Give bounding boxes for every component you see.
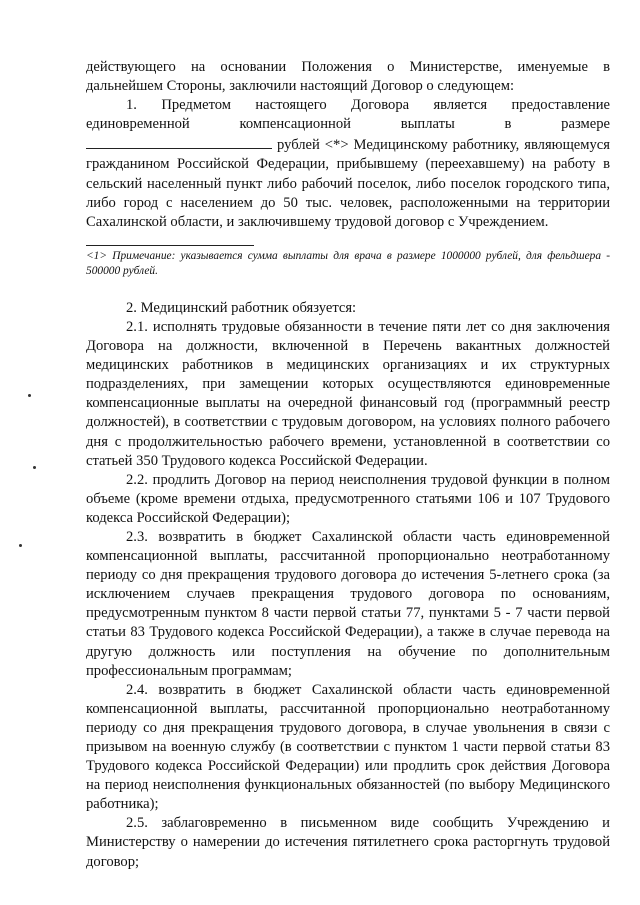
clause-1-lead: 1. Предметом настоящего Договора является предоставление единовременной компенсационной выплаты в размере [86, 97, 610, 133]
clause-2-4: 2.4. возвратить в бюджет Сахалинской области часть единовременной компенсационной выплаты, рассчитанной пропорционально неотработанному периоду со дня прекращения трудового договора, в случае увольнения в связи с призывом на военную службу (в соответствии с пунктом 1 части первой статьи 83 Трудового кодекса Российской Федерации) или продлить срок действия Договора на период неисполнения функциональных обязанностей (по выбору Медицинского работника); [86, 681, 610, 813]
clause-2-1: 2.1. исполнять трудовые обязанности в течение пяти лет со дня заключения Договора на должности, включенной в Перечень вакантных должностей медицинских работников в медицинских организациях и их структурных подразделениях, при замещении которых осуществляются единовременные компенсационные выплаты на очередной финансовый год (программный реестр должностей), в соответствии с трудовым договором, на условиях полного рабочего дня с продолжительностью рабочего времени, установленной в соответствии со статьей 350 Трудового кодекса Российской Федерации. [86, 318, 610, 469]
scan-speck [28, 394, 31, 397]
document-page [86, 58, 610, 872]
clause-2-5: 2.5. заблаговременно в письменном виде сообщить Учреждению и Министерству о намерении до истечения пятилетнего срока расторгнуть трудовой договор; [86, 815, 610, 870]
clause-2-2: 2.2. продлить Договор на период неисполнения трудовой функции в полном объеме (кроме времени отдыха, предусмотренного статьями 106 и 107 Трудового кодекса Российской Федерации); [86, 471, 610, 526]
amount-blank-line [86, 134, 272, 149]
scan-speck [33, 466, 36, 469]
clause-1-rest: рублей <*> Медицинскому работнику, являющемуся гражданином Российской Федерации, прибывшему (переехавшему) на работу в сельский населенный пункт либо рабочий поселок, либо поселок городского типа, либо город с населением до 50 тыс. человек, расположенными на территории Сахалинской области, и заключившему трудовой договор с Учреждением. [86, 137, 611, 230]
clause-2-3: 2.3. возвратить в бюджет Сахалинской области часть единовременной компенсационной выплаты, рассчитанной пропорционально неотработанному периоду со дня прекращения трудового договора до истечения 5-летнего срока (за исключением случаев прекращения трудового договора по основаниям, предусмотренным пунктом 8 части первой статьи 77, пунктами 5 - 7 части первой статьи 83 Трудового кодекса Российской Федерации), а также в случае перевода на другую должность или поступления на обучение по дополнительным профессиональным программам; [86, 528, 610, 679]
clause-2-heading: 2. Медицинский работник обязуется: [126, 299, 357, 316]
intro-paragraph: действующего на основании Положения о Министерстве, именуемые в дальнейшем Стороны, заключили настоящий Договор о следующем: [86, 59, 610, 95]
scan-speck [19, 544, 22, 547]
footnote: <1> Примечание: указывается сумма выплаты для врача в размере 1000000 рублей, для фельдшера - 500000 рублей. [86, 249, 610, 277]
footnote-divider [86, 245, 254, 246]
clause-1-paragraph [86, 96, 610, 232]
